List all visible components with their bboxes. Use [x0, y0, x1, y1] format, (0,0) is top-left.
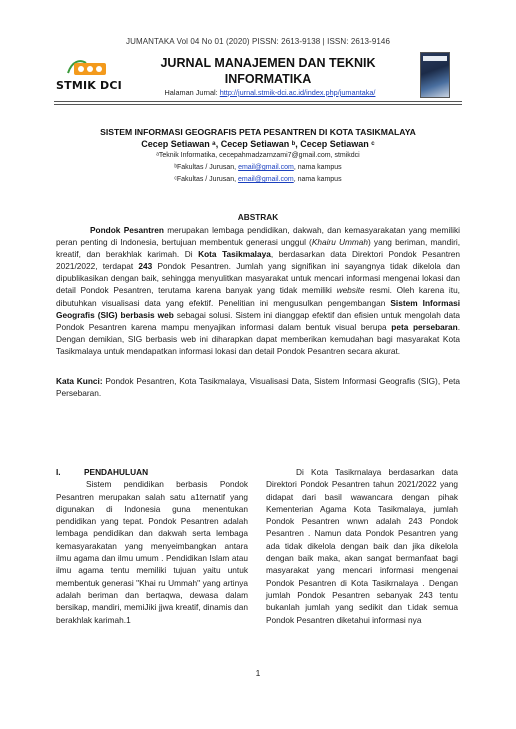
- intro-paragraph-left: [56, 478, 248, 626]
- affiliation-a-text: Teknik Informatika, cecepahmadzarnzami7@gmail.com, stmikdci: [158, 152, 360, 159]
- homepage-link[interactable]: http://jurnal.stmik-dci.ac.id/index.php/jumantaka/: [219, 88, 376, 97]
- journal-cover-thumbnail: [420, 52, 450, 98]
- logo-text: STMIK DCI: [56, 79, 122, 92]
- paper-title: SISTEM INFORMASI GEOGRAFIS PETA PESANTREN DI KOTA TASIKMALAYA: [100, 127, 416, 137]
- header-rule-top: [54, 101, 462, 102]
- abstract-run: merupakan lembaga pendidikan, dakwah, dan kemasyarakatan yang memiliki peran penting di Indonesia, bertujuan membentuk generasi unggul (: [56, 225, 460, 248]
- affiliation-b-text: Fakultas / Jurusan,: [176, 164, 239, 171]
- section-heading: [56, 466, 248, 478]
- keywords-label: Kata Kunci:: [56, 376, 103, 386]
- affiliation-b-tail: , nama kampus: [293, 164, 342, 171]
- abstract-run: resmi. Oleh karena itu, dibutuhkan visualisasi data yang efektif. Penelitian ini mengusulkan pengembangan: [56, 285, 460, 308]
- affiliation-b: [0, 164, 516, 171]
- abstract-run: . Dengan demikian, SIG berbasis web ini diharapkan dapat memberikan kemudahan bagi masyarakat Kota Tasikmalaya untuk mendapatkan informasi lokasi dan detail Pondok Pesantren secara akurat.: [56, 321, 460, 356]
- abstract-run: Pondok Pesantren. Jumlah yang signifikan ini sayangnya tidak dikelola dan dipublikasikan dengan baik, sehingga menyulitkan masyarakat untuk mencari informasi mengenai lokasi dan detail Pondok Pesantren, terutama karena banyak yang tidak memiliki: [56, 261, 460, 296]
- abstract-run: Pondok Pesantren: [90, 225, 164, 235]
- affiliation-c-text: Fakultas / Jurusan,: [176, 176, 238, 183]
- abstract-run: Sistem Informasi Geografis (SIG) berbasis web: [56, 297, 460, 320]
- abstract-run: Khairu Ummah: [311, 237, 369, 248]
- intro-text-right: Di Kota Tasikrnalaya berdasarkan data Direktori Pondok Pesantren tahun 2021/2022 yang didapat dari basil wawancara dengan pihak Kementerian Agama Kota Tasikmalaya, jumlah Pondok Pesantren wnwn adalah 243 Pondok Pesantren . Namun data Pondok Pesantren yang ada tidak dikelola dengan baik dan jika dikelola dengan baik maka, akan sangat bermanfaat bagi masyarakat yang mencari informasi mengenai Pondok Pesantren di Kota Tasikrnalaya . Dengan jumlah Pondok Pesantren sebanyak 243 tentu bukanlah jumlah yang sedikit dan t.idak semua Pondok Pesantren diketahui informasi nya: [266, 467, 458, 625]
- abstract-run: , berdasarkan data Direktori Pondok Pesantren 2021/2022, terdapat: [56, 249, 461, 272]
- abstract-run: Kota Tasikmalaya: [198, 249, 271, 260]
- affiliation-c-tail: , nama kampus: [293, 176, 342, 183]
- affiliation-c: [0, 176, 516, 183]
- affiliation-b-email[interactable]: email@gmail.com: [238, 164, 294, 171]
- intro-paragraph-right: [266, 466, 458, 626]
- journal-title: JURNAL MANAJEMEN DAN TEKNIK INFORMATIKA: [160, 56, 376, 86]
- author-list: Cecep Setiawan ᵃ, Cecep Setiawan ᵇ, Cecep Setiawan ᶜ: [141, 139, 375, 149]
- affiliation-a: [0, 152, 516, 159]
- homepage-label: Halaman Jurnal:: [164, 88, 220, 97]
- abstract-run: 243: [138, 261, 153, 272]
- journal-homepage: [120, 88, 420, 97]
- body-column-right: [266, 466, 458, 626]
- abstract-run: ) yang beriman, mandiri, kreatif, dan berakhlak karimah. Di: [56, 237, 461, 260]
- logo-mark-icon: [66, 57, 110, 77]
- header-rule-bottom: [54, 104, 462, 105]
- affiliation-c-sup: ᶜ: [174, 176, 177, 183]
- affiliation-c-email[interactable]: email@gmail.com: [237, 176, 294, 183]
- section-title: PENDAHULUAN: [84, 467, 149, 477]
- keywords-text: Pondok Pesantren, Kota Tasikmalaya, Visualisasi Data, Sistem Informasi Geografis (SIG), Peta Persebaran.: [56, 376, 460, 399]
- keywords: [56, 375, 460, 399]
- page-number: 1: [255, 668, 261, 678]
- abstract-heading: ABSTRAK: [237, 212, 279, 222]
- section-number: I.: [56, 467, 61, 477]
- abstract-run: peta persebaran: [391, 321, 458, 332]
- abstract-run: sebagai solusi. Sistem ini dianggap efektif dan efisien untuk mengolah data Pondok Pesantren karena mampu menyajikan informasi dalam bentuk visual berupa: [56, 309, 460, 332]
- abstract-run: website: [336, 285, 365, 296]
- intro-text-left: Sistem pendidikan berbasis Pondok Pesantren merupakan salah satu a1ternatif yang digunakan di Indonesia guna menentukan pendidikan yang tepat. Pondok Pesantren adalah lembaga pendidikan dan dakwah serta lembaga kemasyarakatan yang menyeimbangkan antara ilmu agama dan ilmu umum . Pendidikan Islam atau ilmu agama tentu memiliki tujuan yaitu untuk membentuk generasi "Khai ru Ummah" yang artinya adalah beriman dan bertaqwa, dewasa dalam bersikap, mandiri, memiJiki jjwa kreatif, dinamis dan berakhlak karimah.1: [56, 479, 248, 625]
- running-head: JUMANTAKA Vol 04 No 01 (2020) PISSN: 2613-9138 | ISSN: 2613-9146: [125, 37, 391, 46]
- stmik-dci-logo: [56, 57, 122, 93]
- abstract-body: [56, 224, 460, 357]
- body-column-left: [56, 466, 248, 626]
- affiliation-b-sup: ᵇ: [174, 164, 177, 171]
- affiliation-a-sup: ᵃ: [156, 152, 159, 159]
- cover-band: [423, 56, 447, 61]
- abstract-paragraph: [56, 224, 460, 357]
